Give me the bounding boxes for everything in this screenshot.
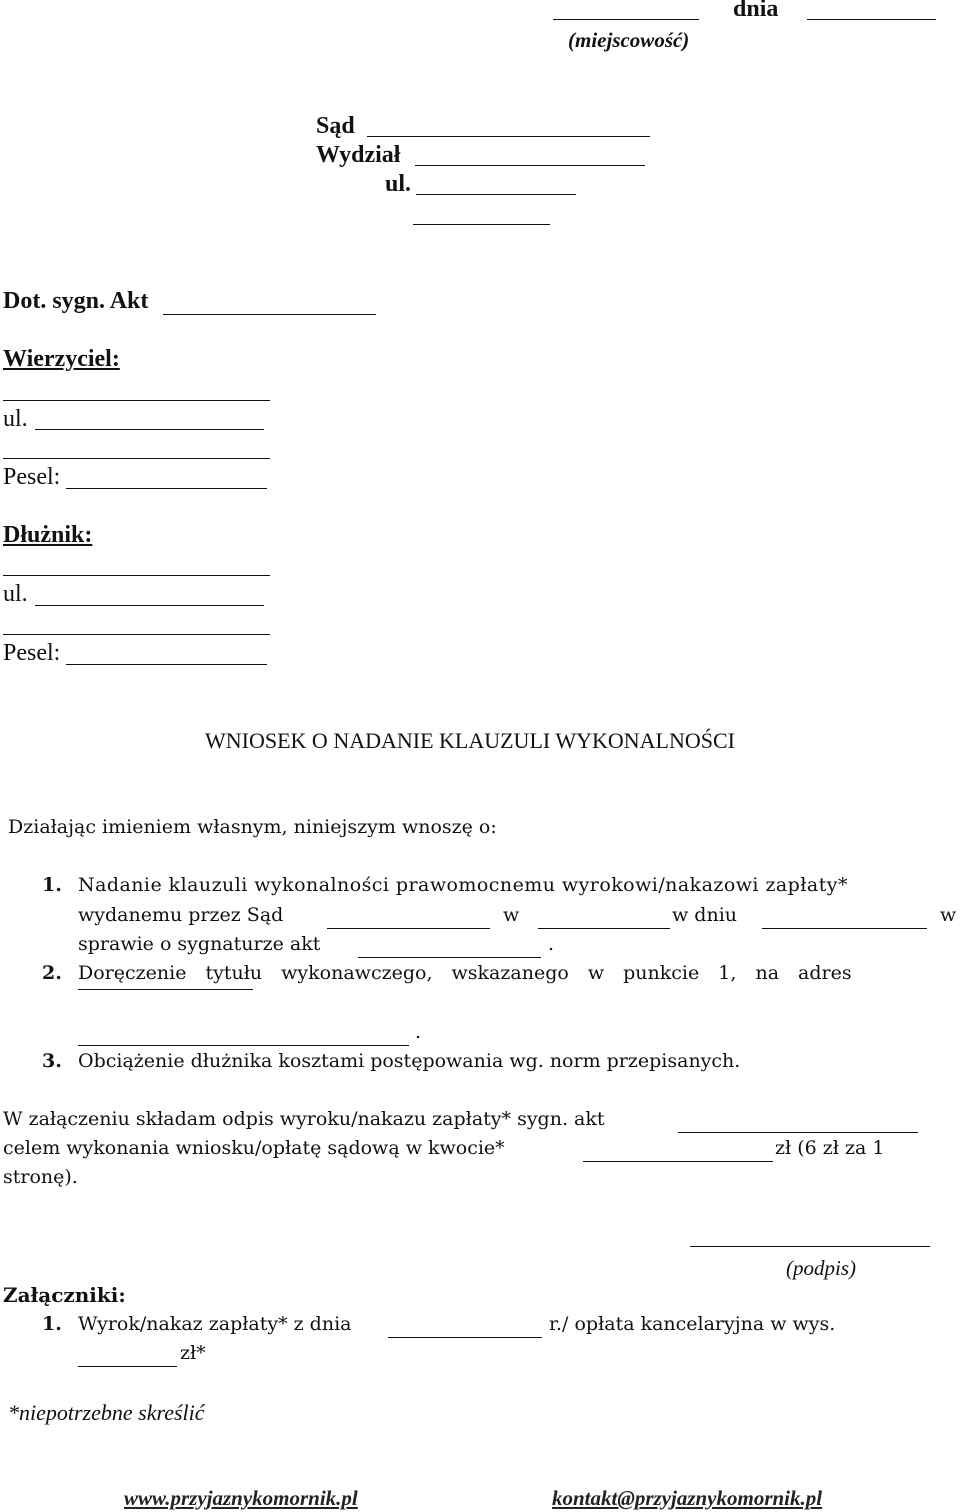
request-1-case-label: w bbox=[940, 904, 957, 926]
attachment-1-text-b: r./ opłata kancelaryjna w wys. bbox=[549, 1313, 836, 1335]
attachment-note-line2a: celem wykonania wniosku/opłatę sądową w kwocie* bbox=[3, 1137, 505, 1159]
footnote: *niepotrzebne skreślić bbox=[8, 1400, 205, 1425]
division-blank[interactable] bbox=[415, 165, 645, 166]
creditor-street-label: ul. bbox=[3, 406, 28, 432]
creditor-pesel-label: Pesel: bbox=[3, 464, 61, 490]
request-1-court-label: wydanemu przez Sąd bbox=[78, 904, 284, 926]
division-label: Wydział bbox=[316, 142, 401, 168]
intro-text: Działając imieniem własnym, niniejszym wnoszę o: bbox=[8, 816, 497, 838]
case-ref-label: Dot. sygn. Akt bbox=[3, 288, 149, 314]
request-2-address-blank-1[interactable] bbox=[78, 989, 253, 990]
request-1-line3: sprawie o sygnaturze akt bbox=[78, 933, 321, 955]
creditor-name-blank[interactable] bbox=[3, 400, 270, 401]
debtor-pesel-blank[interactable] bbox=[66, 664, 267, 665]
court-label: Sąd bbox=[316, 113, 355, 139]
request-1-number: 1. bbox=[42, 874, 62, 896]
request-1-signature-blank[interactable] bbox=[358, 957, 541, 958]
debtor-street-label: ul. bbox=[3, 581, 28, 607]
place-caption: (miejscowość) bbox=[568, 28, 690, 52]
attachments-heading: Załączniki: bbox=[3, 1283, 126, 1307]
date-label: dnia bbox=[733, 0, 779, 22]
signature-blank[interactable] bbox=[690, 1246, 930, 1247]
creditor-pesel-blank[interactable] bbox=[66, 488, 267, 489]
court-street-blank[interactable] bbox=[416, 194, 576, 195]
debtor-name-blank[interactable] bbox=[3, 575, 270, 576]
attachment-amount-blank[interactable] bbox=[583, 1161, 773, 1162]
attachment-1-number: 1. bbox=[42, 1313, 62, 1335]
request-2-number: 2. bbox=[42, 962, 62, 984]
request-3-number: 3. bbox=[42, 1050, 62, 1072]
request-1-line1: Nadanie klauzuli wykonalności prawomocnemu wyrokowi/nakazowi zapłaty* bbox=[78, 874, 848, 896]
attachment-note-line3: stronę). bbox=[3, 1166, 78, 1188]
request-2-line1: Doręczenie tytułu wykonawczego, wskazanego w punkcie 1, na adres bbox=[78, 962, 852, 984]
attachment-1-text-a: Wyrok/nakaz zapłaty* z dnia bbox=[78, 1313, 352, 1335]
footer-email-link[interactable]: kontakt@przyjaznykomornik.pl bbox=[552, 1486, 823, 1510]
attachment-note-line1: W załączeniu składam odpis wyroku/nakazu zapłaty* sygn. akt bbox=[3, 1108, 605, 1130]
court-city-blank[interactable] bbox=[413, 224, 550, 225]
creditor-street-blank[interactable] bbox=[35, 429, 264, 430]
date-blank[interactable] bbox=[807, 19, 936, 20]
attachment-signature-blank[interactable] bbox=[678, 1132, 918, 1133]
debtor-heading: Dłużnik: bbox=[3, 522, 93, 548]
attachment-note-line2b: zł (6 zł za 1 bbox=[775, 1137, 885, 1159]
request-1-date-blank[interactable] bbox=[762, 928, 927, 929]
request-2-end: . bbox=[415, 1021, 422, 1043]
request-3-line1: Obciążenie dłużnika kosztami postępowania wg. norm przepisanych. bbox=[78, 1050, 741, 1072]
creditor-city-blank[interactable] bbox=[3, 458, 270, 459]
request-1-end: . bbox=[548, 933, 555, 955]
debtor-pesel-label: Pesel: bbox=[3, 640, 61, 666]
attachment-1-text-c: zł* bbox=[180, 1342, 206, 1364]
court-name-blank[interactable] bbox=[367, 136, 650, 137]
attachment-1-date-blank[interactable] bbox=[388, 1337, 542, 1338]
court-street-label: ul. bbox=[385, 171, 412, 197]
debtor-city-blank[interactable] bbox=[3, 634, 270, 635]
request-1-court-blank[interactable] bbox=[327, 928, 490, 929]
request-1-location-blank[interactable] bbox=[538, 928, 670, 929]
place-blank[interactable] bbox=[553, 19, 699, 20]
request-1-date-label: w dniu bbox=[672, 904, 738, 926]
creditor-heading: Wierzyciel: bbox=[3, 346, 120, 372]
attachment-1-fee-blank[interactable] bbox=[78, 1366, 177, 1367]
case-ref-blank[interactable] bbox=[163, 314, 376, 315]
debtor-street-blank[interactable] bbox=[35, 605, 264, 606]
request-1-in-label: w bbox=[503, 904, 520, 926]
document-title: WNIOSEK O NADANIE KLAUZULI WYKONALNOŚCI bbox=[205, 728, 735, 753]
request-2-address-blank-2[interactable] bbox=[78, 1045, 409, 1046]
footer-website-link[interactable]: www.przyjaznykomornik.pl bbox=[124, 1486, 358, 1510]
signature-caption: (podpis) bbox=[786, 1256, 856, 1280]
